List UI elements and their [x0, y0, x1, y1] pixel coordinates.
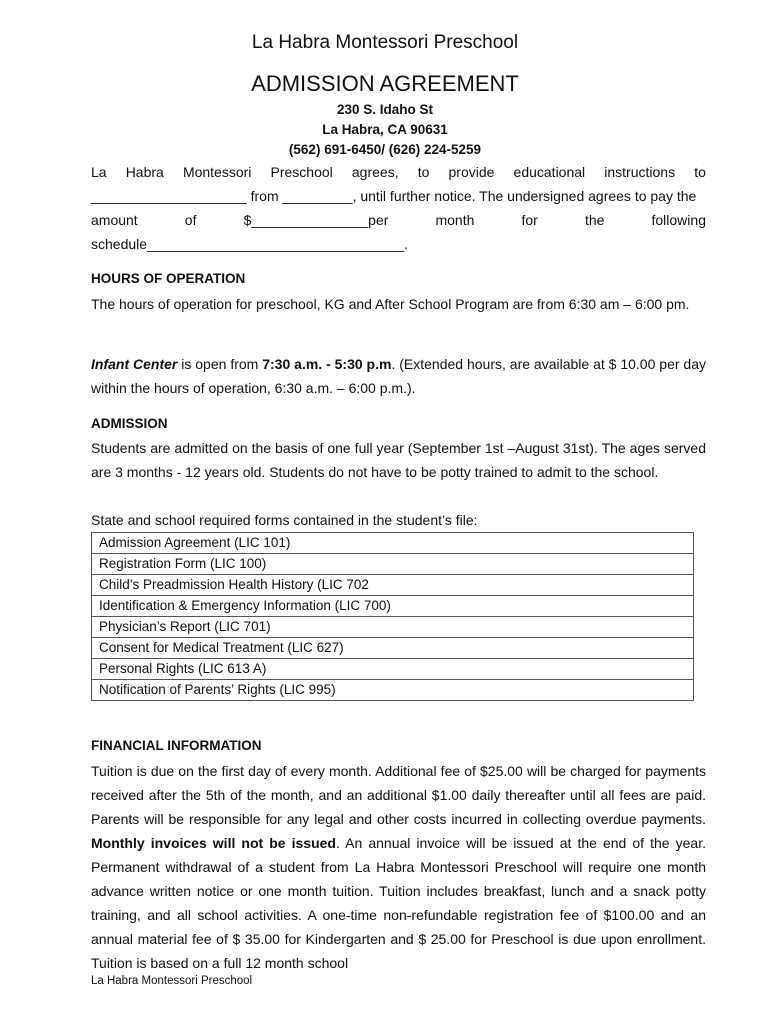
intro-line1-word: educational	[513, 164, 586, 180]
intro-line-1	[91, 160, 706, 184]
intro-line3-word: month	[435, 212, 475, 228]
form-name: Consent for Medical Treatment (LIC 627)	[92, 638, 694, 659]
intro-line1-word: La	[91, 164, 107, 180]
financial-text-part1: Tuition is due on the first day of every month. Additional fee of $25.00 will be charged for payments received after the 5th of the month, and an additional $1.00 daily thereafter until all fees are paid. Parents will be responsible for any legal and other costs incurred in collecting overdue payments.	[91, 763, 706, 827]
financial-heading: FINANCIAL INFORMATION	[91, 738, 262, 753]
form-row	[92, 638, 694, 659]
form-name: Notification of Parents’ Rights (LIC 995)	[92, 680, 694, 701]
phone-numbers: (562) 691-6450/ (626) 224-5259	[288, 142, 482, 157]
page-footer: La Habra Montessori Preschool	[91, 975, 253, 987]
form-row	[92, 554, 694, 575]
infant-center-mid: is open from	[177, 356, 263, 372]
forms-intro: State and school required forms contained in the student’s file:	[91, 512, 478, 528]
intro-paragraph	[91, 160, 706, 256]
form-name: Identification & Emergency Information (LIC 700)	[92, 596, 694, 617]
financial-text-part2: . An annual invoice will be issued at the end of the year. Permanent withdrawal of a student from La Habra Montessori Preschool will require one month advance written notice or one month tuition. Tuition includes breakfast, lunch and a snack potty training, and all school activities. A one-time non-refundable registration fee of $100.00 and an annual material fee of $ 35.00 for Kindergarten and $ 25.00 for Preschool is due upon enrollment. Tuition is based on a full 12 month school	[91, 835, 706, 971]
form-row	[92, 659, 694, 680]
hours-heading: HOURS OF OPERATION	[91, 271, 246, 286]
intro-line1-word: provide	[448, 164, 495, 180]
admission-text: Students are admitted on the basis of one full year (September 1st –August 31st). The ages served are 3 months - 12 years old. Students do not have to be potty trained to admit to the school.	[91, 440, 706, 480]
intro-line-2: ____________________ from _________, until further notice. The undersigned agrees to pay the	[91, 188, 697, 204]
intro-line3-word: amount	[91, 212, 138, 228]
intro-line3-word: for	[521, 212, 538, 228]
form-name: Personal Rights (LIC 613 A)	[92, 659, 694, 680]
intro-line1-word: Preschool	[270, 164, 333, 180]
intro-line1-word: to	[417, 164, 430, 180]
form-name: Physician’s Report (LIC 701)	[92, 617, 694, 638]
document-title: ADMISSION AGREEMENT	[251, 71, 519, 96]
intro-line1-word: agrees,	[351, 164, 399, 180]
form-name: Admission Agreement (LIC 101)	[92, 533, 694, 554]
address-street: 230 S. Idaho St	[336, 102, 434, 117]
address-city: La Habra, CA 90631	[322, 122, 448, 137]
intro-line3-word: $_______________per	[243, 212, 389, 228]
financial-text	[91, 759, 706, 975]
form-name: Child’s Preadmission Health History (LIC 702	[92, 575, 694, 596]
infant-center-rest: . (Extended hours, are available at $ 10.00 per day within the hours of operation, 6:30 a.m. – 6:00 p.m.).	[91, 356, 706, 396]
intro-line-3	[91, 208, 706, 232]
infant-center-label: Infant Center	[91, 356, 178, 372]
infant-center-hours: 7:30 a.m. - 5:30 p.m	[262, 356, 392, 372]
form-row	[92, 533, 694, 554]
form-row	[92, 596, 694, 617]
hours-text: The hours of operation for preschool, KG and After School Program are from 6:30 am – 6:00 pm.	[91, 296, 690, 312]
intro-line1-word: to	[694, 164, 706, 180]
form-name: Registration Form (LIC 100)	[92, 554, 694, 575]
intro-line1-word: instructions	[604, 164, 676, 180]
form-row	[92, 617, 694, 638]
school-name: La Habra Montessori Preschool	[251, 32, 519, 53]
intro-line3-word: following	[651, 212, 706, 228]
intro-line1-word: Habra	[125, 164, 164, 180]
intro-line-4: schedule_________________________________.	[91, 236, 408, 252]
form-row	[92, 575, 694, 596]
required-forms-table	[91, 532, 694, 701]
admission-heading: ADMISSION	[91, 416, 168, 431]
intro-line1-word: Montessori	[182, 164, 252, 180]
invoice-notice: Monthly invoices will not be issued	[91, 835, 336, 851]
intro-line3-word: of	[184, 212, 197, 228]
form-row	[92, 680, 694, 701]
intro-line3-word: the	[584, 212, 605, 228]
infant-center-text	[91, 352, 706, 400]
